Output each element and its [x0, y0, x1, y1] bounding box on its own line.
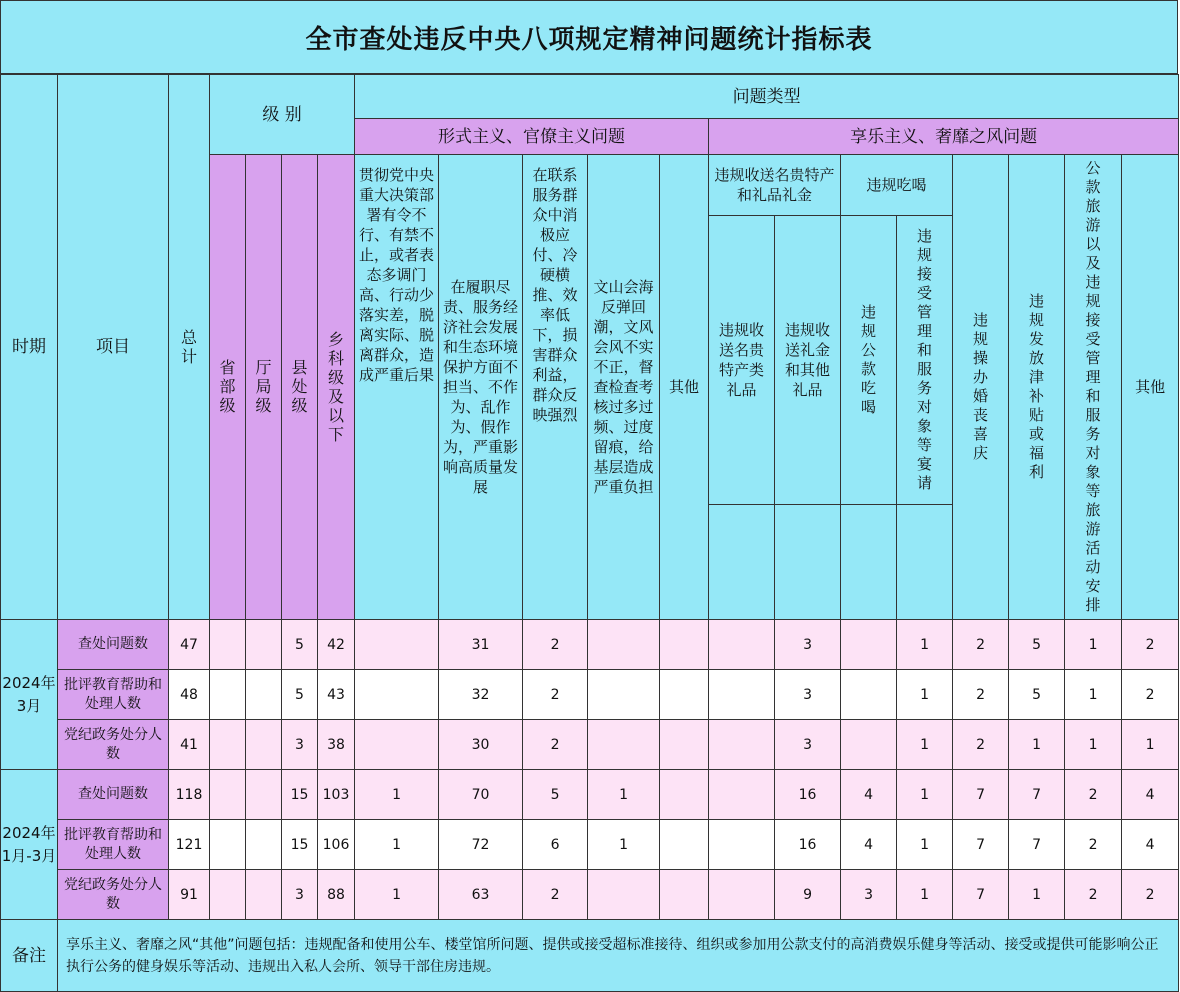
cell-gift-cash: 16 — [775, 770, 841, 820]
header-hedonism-travel-label: 公款旅游以及违规接受管理和服务对象等旅游活动安排 — [1085, 159, 1101, 614]
table-row — [1, 870, 1179, 920]
cell-eat-banquet: 1 — [897, 820, 953, 870]
cell-formalism-1: 1 — [355, 820, 439, 870]
row-item-label: 党纪政务处分人数 — [58, 870, 169, 920]
cell-level-bureau — [246, 870, 282, 920]
header-group-formalism: 形式主义、官僚主义问题 — [355, 119, 709, 155]
cell-level-provincial — [210, 770, 246, 820]
cell-level-provincial — [210, 820, 246, 870]
cell-formalism-2: 31 — [439, 620, 523, 670]
header-hedonism-subsidy — [1009, 155, 1065, 620]
cell-total: 118 — [169, 770, 210, 820]
cell-subsidy: 7 — [1009, 820, 1065, 870]
cell-eat-public — [841, 620, 897, 670]
header-level-county — [282, 155, 318, 620]
cell-travel: 1 — [1065, 620, 1122, 670]
cell-wedding: 2 — [953, 670, 1009, 720]
cell-eat-banquet: 1 — [897, 670, 953, 720]
header-eat-public-label: 违规公款吃喝 — [861, 302, 877, 416]
cell-subsidy: 1 — [1009, 870, 1065, 920]
cell-eat-banquet: 1 — [897, 620, 953, 670]
header-sub-eat: 违规吃喝 — [841, 155, 953, 216]
cell-total: 47 — [169, 620, 210, 670]
table-row — [1, 770, 1179, 820]
cell-formalism-3: 6 — [523, 820, 588, 870]
cell-hedonism-other: 1 — [1122, 720, 1179, 770]
cell-hedonism-other: 4 — [1122, 820, 1179, 870]
cell-gift-cash: 9 — [775, 870, 841, 920]
cell-eat-public — [841, 720, 897, 770]
header-sub-gift: 违规收送名贵特产和礼品礼金 — [709, 155, 841, 216]
table-body — [1, 620, 1179, 920]
cell-level-township: 88 — [318, 870, 355, 920]
header-level-provincial — [210, 155, 246, 620]
cell-hedonism-other: 4 — [1122, 770, 1179, 820]
cell-wedding: 7 — [953, 770, 1009, 820]
cell-wedding: 7 — [953, 870, 1009, 920]
cell-gift-specialty — [709, 720, 775, 770]
cell-formalism-3: 2 — [523, 720, 588, 770]
note-label: 备注 — [1, 920, 58, 992]
cell-formalism-3: 2 — [523, 620, 588, 670]
header-level-bureau-label: 厅局级 — [255, 358, 272, 415]
cell-eat-public: 4 — [841, 820, 897, 870]
cell-subsidy: 7 — [1009, 770, 1065, 820]
table-row — [1, 620, 1179, 670]
table-row — [1, 670, 1179, 720]
cell-formalism-other — [660, 820, 709, 870]
cell-formalism-3: 5 — [523, 770, 588, 820]
period-label: 2024年3月 — [1, 620, 58, 770]
cell-level-county: 5 — [282, 670, 318, 720]
cell-total: 48 — [169, 670, 210, 720]
cell-level-bureau — [246, 720, 282, 770]
cell-subsidy: 1 — [1009, 720, 1065, 770]
cell-travel: 2 — [1065, 770, 1122, 820]
cell-level-bureau — [246, 770, 282, 820]
header-total — [169, 75, 210, 620]
cell-formalism-1 — [355, 670, 439, 720]
header-total-label: 总计 — [180, 327, 197, 366]
statistics-table — [0, 74, 1179, 992]
cell-formalism-3: 2 — [523, 670, 588, 720]
cell-total: 41 — [169, 720, 210, 770]
cell-level-provincial — [210, 720, 246, 770]
cell-gift-specialty — [709, 670, 775, 720]
cell-formalism-4 — [588, 720, 660, 770]
cell-formalism-3: 2 — [523, 870, 588, 920]
cell-subsidy: 5 — [1009, 670, 1065, 720]
row-item-label: 批评教育帮助和处理人数 — [58, 820, 169, 870]
cell-level-provincial — [210, 620, 246, 670]
cell-eat-public: 3 — [841, 870, 897, 920]
period-label: 2024年1月-3月 — [1, 770, 58, 920]
cell-level-county: 3 — [282, 720, 318, 770]
cell-wedding: 7 — [953, 820, 1009, 870]
cell-formalism-2: 30 — [439, 720, 523, 770]
cell-eat-banquet: 1 — [897, 770, 953, 820]
cell-level-county: 5 — [282, 620, 318, 670]
header-eat-banquet-pad — [897, 504, 953, 619]
table-row — [1, 820, 1179, 870]
cell-travel: 1 — [1065, 670, 1122, 720]
cell-total: 91 — [169, 870, 210, 920]
header-level-township — [318, 155, 355, 620]
cell-travel: 2 — [1065, 820, 1122, 870]
note-text: 享乐主义、奢靡之风“其他”问题包括：违规配备和使用公车、楼堂馆所问题、提供或接受超标准接待、组织或参加用公款支付的高消费娱乐健身等活动、接受或提供可能影响公正执行公务的健身娱乐等活动、违规出入私人会所、领导干部住房违规。 — [58, 920, 1179, 992]
header-formalism-col-3: 在联系服务群众中消极应付、冷硬横推、效率低下，损害群众利益，群众反映强烈 — [523, 155, 588, 620]
cell-gift-cash: 3 — [775, 720, 841, 770]
header-item: 项目 — [58, 75, 169, 620]
header-hedonism-wedding-label: 违规操办婚丧喜庆 — [973, 311, 989, 462]
header-gift-specialty-pad — [709, 504, 775, 619]
cell-wedding: 2 — [953, 620, 1009, 670]
cell-hedonism-other: 2 — [1122, 620, 1179, 670]
cell-level-county: 15 — [282, 770, 318, 820]
header-level-county-label: 县处级 — [291, 358, 308, 415]
cell-travel: 1 — [1065, 720, 1122, 770]
header-hedonism-subsidy-label: 违规发放津补贴或福利 — [1029, 292, 1045, 481]
cell-gift-cash: 3 — [775, 670, 841, 720]
cell-formalism-2: 32 — [439, 670, 523, 720]
header-eat-banquet — [897, 215, 953, 504]
cell-formalism-2: 70 — [439, 770, 523, 820]
cell-formalism-4 — [588, 870, 660, 920]
cell-level-township: 43 — [318, 670, 355, 720]
cell-level-bureau — [246, 820, 282, 870]
header-problem-type: 问题类型 — [355, 75, 1179, 119]
cell-formalism-1: 1 — [355, 770, 439, 820]
cell-eat-banquet: 1 — [897, 720, 953, 770]
header-group-hedonism: 享乐主义、奢靡之风问题 — [709, 119, 1179, 155]
cell-formalism-1 — [355, 620, 439, 670]
header-gift-cash-pad — [775, 504, 841, 619]
cell-level-township: 42 — [318, 620, 355, 670]
cell-formalism-2: 72 — [439, 820, 523, 870]
cell-gift-cash: 16 — [775, 820, 841, 870]
cell-gift-specialty — [709, 620, 775, 670]
cell-formalism-other — [660, 670, 709, 720]
cell-level-bureau — [246, 670, 282, 720]
cell-gift-specialty — [709, 820, 775, 870]
header-hedonism-wedding — [953, 155, 1009, 620]
header-period: 时期 — [1, 75, 58, 620]
cell-level-township: 103 — [318, 770, 355, 820]
cell-formalism-1: 1 — [355, 870, 439, 920]
header-gift-specialty: 违规收送名贵特产类礼品 — [709, 215, 775, 504]
row-item-label: 党纪政务处分人数 — [58, 720, 169, 770]
header-eat-public — [841, 215, 897, 504]
cell-eat-public: 4 — [841, 770, 897, 820]
header-level-township-label: 乡科级及以下 — [328, 329, 345, 444]
cell-level-provincial — [210, 870, 246, 920]
header-hedonism-other: 其他 — [1122, 155, 1179, 620]
header-gift-cash: 违规收送礼金和其他礼品 — [775, 215, 841, 504]
cell-total: 121 — [169, 820, 210, 870]
header-eat-public-pad — [841, 504, 897, 619]
cell-travel: 2 — [1065, 870, 1122, 920]
row-item-label: 批评教育帮助和处理人数 — [58, 670, 169, 720]
cell-formalism-4 — [588, 670, 660, 720]
cell-subsidy: 5 — [1009, 620, 1065, 670]
cell-gift-specialty — [709, 870, 775, 920]
header-formalism-col-1: 贯彻党中央重大决策部署有令不行、有禁不止，或者表态多调门高、行动少落实差，脱离实际、脱离群众，造成严重后果 — [355, 155, 439, 620]
cell-formalism-4 — [588, 620, 660, 670]
page-title: 全市查处违反中央八项规定精神问题统计指标表 — [0, 0, 1178, 74]
cell-gift-specialty — [709, 770, 775, 820]
header-formalism-col-2: 在履职尽责、服务经济社会发展和生态环境保护方面不担当、不作为、乱作为、假作为，严重影响高质量发展 — [439, 155, 523, 620]
row-item-label: 查处问题数 — [58, 770, 169, 820]
cell-formalism-4: 1 — [588, 820, 660, 870]
cell-level-township: 106 — [318, 820, 355, 870]
header-eat-banquet-label: 违规接受管理和服务对象等宴请 — [917, 226, 933, 492]
header-formalism-col-4: 文山会海反弹回潮，文风会风不实不正，督查检查考核过多过频、过度留痕，给基层造成严重负担 — [588, 155, 660, 620]
cell-level-township: 38 — [318, 720, 355, 770]
table-row — [1, 720, 1179, 770]
cell-formalism-other — [660, 620, 709, 670]
cell-formalism-1 — [355, 720, 439, 770]
cell-formalism-other — [660, 770, 709, 820]
cell-hedonism-other: 2 — [1122, 870, 1179, 920]
header-level-provincial-label: 省部级 — [219, 358, 236, 415]
cell-formalism-other — [660, 870, 709, 920]
cell-level-county: 3 — [282, 870, 318, 920]
cell-level-provincial — [210, 670, 246, 720]
cell-gift-cash: 3 — [775, 620, 841, 670]
header-formalism-col-other: 其他 — [660, 155, 709, 620]
row-item-label: 查处问题数 — [58, 620, 169, 670]
header-hedonism-travel — [1065, 155, 1122, 620]
cell-formalism-4: 1 — [588, 770, 660, 820]
cell-eat-public — [841, 670, 897, 720]
cell-eat-banquet: 1 — [897, 870, 953, 920]
header-level-bureau — [246, 155, 282, 620]
cell-formalism-2: 63 — [439, 870, 523, 920]
cell-wedding: 2 — [953, 720, 1009, 770]
cell-level-bureau — [246, 620, 282, 670]
cell-formalism-other — [660, 720, 709, 770]
cell-hedonism-other: 2 — [1122, 670, 1179, 720]
cell-level-county: 15 — [282, 820, 318, 870]
header-level: 级 别 — [210, 75, 355, 155]
